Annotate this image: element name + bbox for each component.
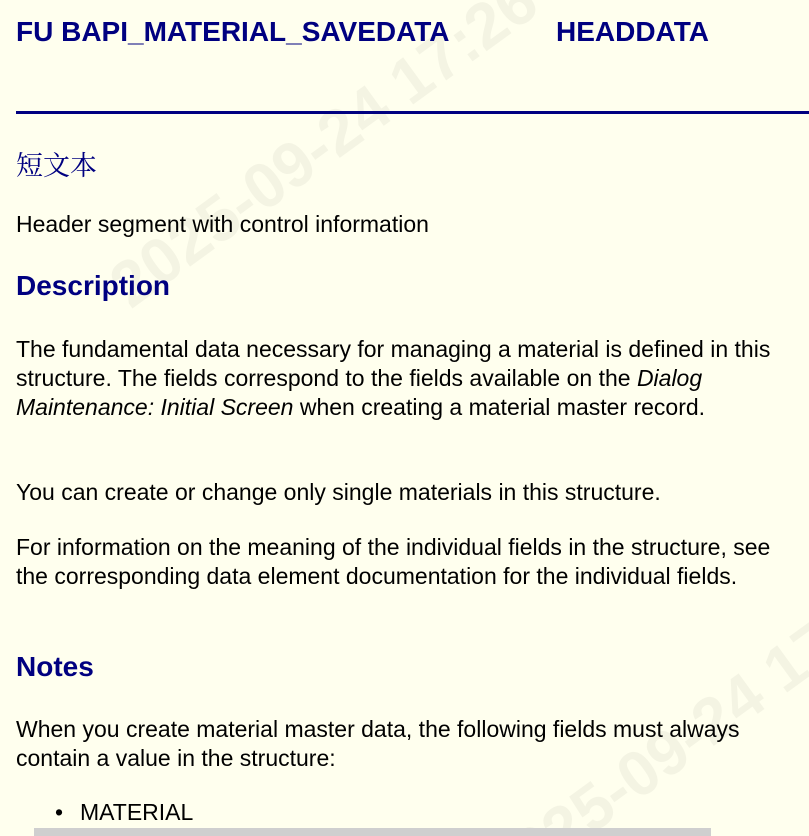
description-paragraph-3: For information on the meaning of the individual fields in the structure, see the corresponding data element documentation for the individual fields. (16, 534, 771, 589)
watermark (470, 551, 809, 836)
title-divider (16, 111, 809, 114)
description-paragraph-1 (16, 335, 791, 422)
structure-name: HEADDATA (556, 16, 709, 47)
notes-paragraph: When you create material master data, the following fields must always contain a value in the structure: (16, 716, 740, 771)
horizontal-scrollbar[interactable] (34, 828, 711, 836)
description-text: The fundamental data necessary for managing a material is defined in this structure. The fields correspond to the fields available on the (16, 336, 771, 391)
function-module-name: FU BAPI_MATERIAL_SAVEDATA (16, 16, 450, 47)
bullet-icon: • (55, 799, 64, 825)
notes-heading: Notes (16, 651, 94, 682)
list-item (55, 798, 193, 827)
list-item-text: MATERIAL (80, 799, 194, 825)
screen-name: Dialog Maintenance: Initial Screen (16, 365, 703, 420)
description-heading: Description (16, 270, 171, 301)
short-text-heading: 短文本 (16, 151, 97, 182)
page-title (16, 16, 809, 52)
description-paragraph-2: You can create or change only single materials in this structure. (16, 479, 661, 505)
description-text: when creating a material master record. (293, 394, 706, 420)
short-text: Header segment with control information (16, 211, 429, 237)
